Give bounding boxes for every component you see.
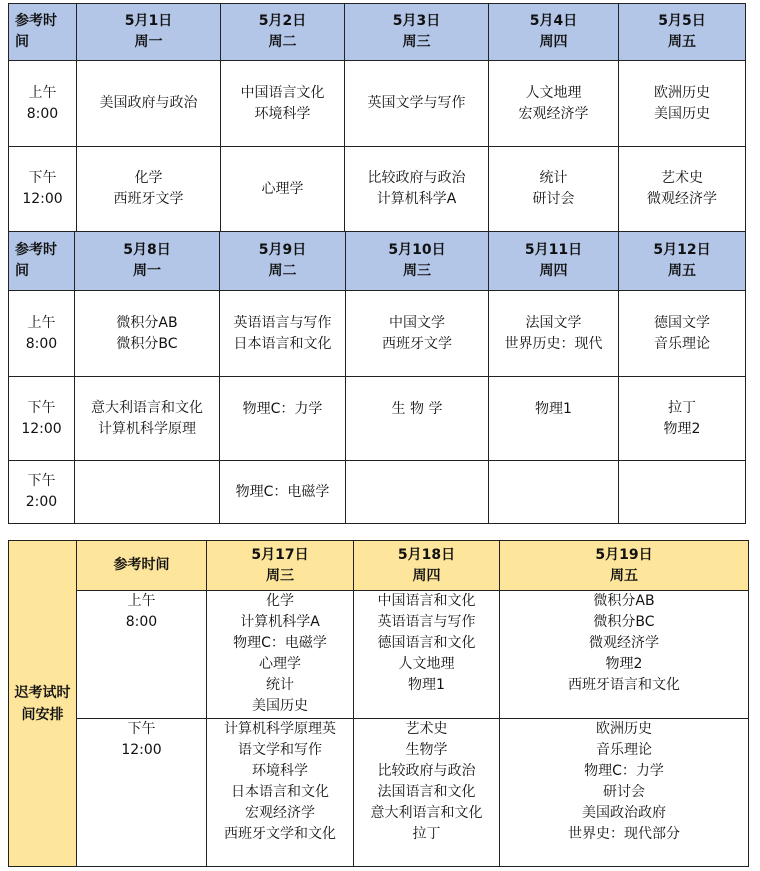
day-header	[619, 4, 746, 61]
late-morning-row	[9, 591, 749, 719]
exam-subject: 化学	[134, 170, 163, 186]
exam-subject: 比较政府与政治	[367, 170, 466, 186]
time-clock: 12:00	[22, 191, 63, 207]
exam-subject: 艺术史	[661, 170, 703, 186]
exam-subject: 德国语言和文化	[377, 635, 476, 651]
late-exam-table	[8, 540, 749, 867]
exam-subject: 日本语言和文化	[231, 784, 329, 800]
exam-cell	[354, 591, 500, 719]
exam-subject: 宏观经济学	[518, 105, 589, 122]
exam-subject: 音乐理论	[596, 742, 652, 758]
time-cell	[9, 147, 77, 232]
day-date: 5月19日	[595, 546, 653, 563]
exam-subject: 微观经济学	[589, 635, 659, 651]
time-clock: 8:00	[26, 105, 59, 122]
late-corner-header	[77, 541, 207, 591]
exam-subject: 美国政治政府	[582, 805, 666, 821]
exam-cell	[619, 377, 746, 461]
day-weekday: 周四	[539, 263, 568, 279]
day-weekday: 周三	[403, 263, 431, 279]
exam-cell	[221, 61, 345, 147]
time-clock: 2:00	[25, 494, 58, 510]
exam-subject: 法国文学	[525, 314, 582, 331]
day-date: 5月2日	[258, 13, 307, 29]
exam-subject: 微积分BC	[116, 335, 178, 352]
exam-subject: 英语语言与写作	[377, 614, 476, 630]
day-weekday: 周三	[266, 567, 294, 584]
exam-subject: 中国文学	[389, 314, 445, 331]
time-period: 上午	[28, 84, 57, 101]
exam-subject: 物理2	[605, 656, 643, 672]
exam-subject: 研讨会	[603, 784, 645, 800]
corner-line: 参考时	[15, 242, 57, 258]
day-date: 5月3日	[392, 13, 441, 29]
week1-schedule-table	[8, 3, 746, 232]
exam-subject: 化学	[266, 593, 294, 609]
time-clock: 8:00	[125, 614, 158, 630]
day-header	[207, 541, 354, 591]
late-afternoon-row	[9, 719, 749, 867]
exam-subject: 微观经济学	[647, 191, 717, 207]
exam-subject: 人文地理	[525, 84, 582, 101]
time-clock: 12:00	[121, 742, 162, 758]
corner-line: 间	[15, 263, 29, 279]
day-weekday: 周四	[539, 34, 568, 50]
day-header	[354, 541, 500, 591]
side-label-line: 迟考试时	[14, 684, 71, 701]
exam-subject: 语文学和写作	[238, 742, 322, 758]
day-date: 5月5日	[658, 13, 706, 29]
day-date: 5月17日	[251, 546, 309, 563]
exam-subject: 拉丁	[412, 826, 441, 842]
exam-subject: 心理学	[259, 656, 301, 672]
exam-cell-empty	[346, 461, 489, 524]
day-date: 5月10日	[388, 242, 446, 258]
exam-subject: 法国语言和文化	[377, 784, 476, 800]
day-date: 5月12日	[653, 242, 711, 258]
time-cell	[77, 591, 207, 719]
exam-subject: 德国文学	[654, 314, 710, 331]
exam-subject: 计算机科学A	[376, 191, 457, 207]
day-weekday: 周三	[402, 34, 431, 50]
exam-cell	[207, 719, 354, 867]
exam-subject: 西班牙文学	[382, 335, 452, 352]
exam-cell	[346, 377, 489, 461]
exam-cell	[220, 291, 346, 377]
exam-cell-empty	[75, 461, 220, 524]
day-weekday: 周二	[268, 34, 297, 50]
day-header	[345, 4, 489, 61]
exam-subject: 美国历史	[654, 105, 710, 122]
exam-cell-empty	[489, 461, 619, 524]
day-weekday: 周二	[268, 263, 297, 279]
exam-subject: 物理1	[535, 401, 572, 417]
exam-subject: 世界历史：现代	[504, 335, 603, 352]
exam-subject: 欧洲历史	[596, 721, 652, 737]
exam-cell	[75, 291, 220, 377]
week1-corner-header	[9, 4, 77, 61]
week1-header-row	[9, 4, 746, 61]
time-cell	[77, 719, 207, 867]
time-period: 下午	[127, 721, 156, 737]
exam-subject: 物理C：力学	[242, 401, 323, 417]
day-header	[220, 232, 346, 291]
exam-subject: 中国语言和文化	[377, 593, 476, 609]
exam-subject: 计算机科学原理英	[224, 721, 336, 737]
time-cell	[9, 291, 75, 377]
exam-subject: 西班牙文学	[113, 191, 184, 207]
exam-cell	[345, 147, 489, 232]
exam-cell	[500, 719, 749, 867]
corner-line: 参考时	[15, 13, 57, 29]
day-header	[500, 541, 749, 591]
late-side-label	[9, 541, 77, 867]
exam-cell	[619, 291, 746, 377]
exam-subject: 物理2	[663, 420, 701, 437]
day-date: 5月11日	[524, 242, 583, 258]
exam-cell	[77, 147, 221, 232]
exam-subject: 微积分BC	[593, 614, 655, 630]
exam-subject: 物理C：力学	[584, 763, 664, 779]
day-header	[346, 232, 489, 291]
exam-subject: 欧洲历史	[654, 84, 710, 101]
exam-subject: 英国文学与写作	[367, 95, 466, 111]
exam-subject: 物理1	[408, 677, 445, 693]
exam-cell-empty	[619, 461, 746, 524]
exam-cell	[489, 291, 619, 377]
exam-cell	[354, 719, 500, 867]
exam-subject: 计算机科学A	[240, 614, 320, 630]
exam-cell	[489, 147, 619, 232]
exam-subject: 生 物 学	[391, 401, 443, 417]
time-period: 下午	[27, 399, 56, 416]
day-header	[75, 232, 220, 291]
exam-subject: 环境科学	[252, 763, 308, 779]
day-date: 5月4日	[529, 13, 578, 29]
week2-afternoon-row	[9, 377, 746, 461]
week2-header-row	[9, 232, 746, 291]
week2-late-afternoon-row	[9, 461, 746, 524]
corner-line: 参考时间	[113, 557, 170, 573]
exam-cell	[489, 377, 619, 461]
exam-cell	[489, 61, 619, 147]
exam-subject: 统计	[539, 170, 568, 186]
day-header	[489, 4, 619, 61]
exam-subject: 研讨会	[532, 191, 575, 207]
time-cell	[9, 377, 75, 461]
week2-morning-row	[9, 291, 746, 377]
exam-subject: 心理学	[261, 180, 304, 197]
exam-subject: 宏观经济学	[245, 805, 315, 821]
day-weekday: 周五	[668, 263, 696, 279]
exam-subject: 世界史：现代部分	[568, 826, 680, 842]
exam-cell	[619, 61, 746, 147]
exam-subject: 物理C：电磁学	[235, 483, 330, 500]
exam-subject: 物理C：电磁学	[233, 635, 327, 651]
week2-schedule-table	[8, 231, 746, 524]
exam-cell	[75, 377, 220, 461]
day-header	[77, 4, 221, 61]
exam-subject: 美国政府与政治	[99, 95, 198, 111]
exam-cell	[221, 147, 345, 232]
exam-subject: 生物学	[405, 742, 448, 758]
day-weekday: 周四	[412, 567, 441, 584]
exam-subject: 日本语言和文化	[233, 335, 332, 352]
exam-subject: 中国语言文化	[240, 84, 325, 101]
exam-subject: 环境科学	[254, 105, 311, 122]
exam-subject: 英语语言与写作	[233, 314, 332, 331]
exam-subject: 计算机科学原理	[98, 420, 196, 437]
exam-cell	[500, 591, 749, 719]
late-header-row	[9, 541, 749, 591]
exam-cell	[207, 591, 354, 719]
exam-cell	[77, 61, 221, 147]
week1-afternoon-row	[9, 147, 746, 232]
exam-subject: 西班牙语言和文化	[568, 677, 680, 693]
exam-subject: 美国历史	[252, 698, 308, 714]
time-period: 上午	[27, 314, 56, 331]
time-period: 下午	[27, 473, 56, 489]
exam-cell	[220, 377, 346, 461]
exam-cell	[220, 461, 346, 524]
exam-subject: 意大利语言和文化	[370, 805, 483, 821]
time-cell	[9, 61, 77, 147]
exam-cell	[346, 291, 489, 377]
time-clock: 12:00	[21, 420, 62, 437]
corner-line: 间	[15, 34, 29, 50]
day-date: 5月9日	[258, 242, 307, 258]
exam-cell	[619, 147, 746, 232]
time-clock: 8:00	[25, 335, 58, 352]
day-date: 5月18日	[397, 546, 456, 563]
exam-cell	[345, 61, 489, 147]
day-weekday: 周五	[668, 34, 696, 50]
time-period: 下午	[28, 170, 57, 186]
exam-subject: 拉丁	[668, 399, 696, 416]
time-cell	[9, 461, 75, 524]
day-header	[221, 4, 345, 61]
exam-subject: 微积分AB	[593, 593, 655, 609]
exam-subject: 比较政府与政治	[377, 763, 476, 779]
day-date: 5月8日	[123, 242, 171, 258]
exam-subject: 统计	[266, 677, 294, 693]
day-weekday: 周一	[133, 263, 161, 279]
exam-subject: 音乐理论	[654, 335, 710, 352]
day-weekday: 周五	[610, 567, 638, 584]
side-label-line: 间安排	[21, 706, 64, 723]
day-header	[619, 232, 746, 291]
exam-subject: 意大利语言和文化	[91, 399, 203, 416]
day-header	[489, 232, 619, 291]
exam-subject: 人文地理	[398, 656, 455, 672]
week1-morning-row	[9, 61, 746, 147]
time-period: 上午	[127, 593, 156, 609]
exam-subject: 微积分AB	[116, 314, 178, 331]
day-date: 5月1日	[124, 13, 173, 29]
week2-corner-header	[9, 232, 75, 291]
day-weekday: 周一	[134, 34, 163, 50]
exam-subject: 西班牙文学和文化	[224, 826, 336, 842]
exam-subject: 艺术史	[405, 721, 448, 737]
